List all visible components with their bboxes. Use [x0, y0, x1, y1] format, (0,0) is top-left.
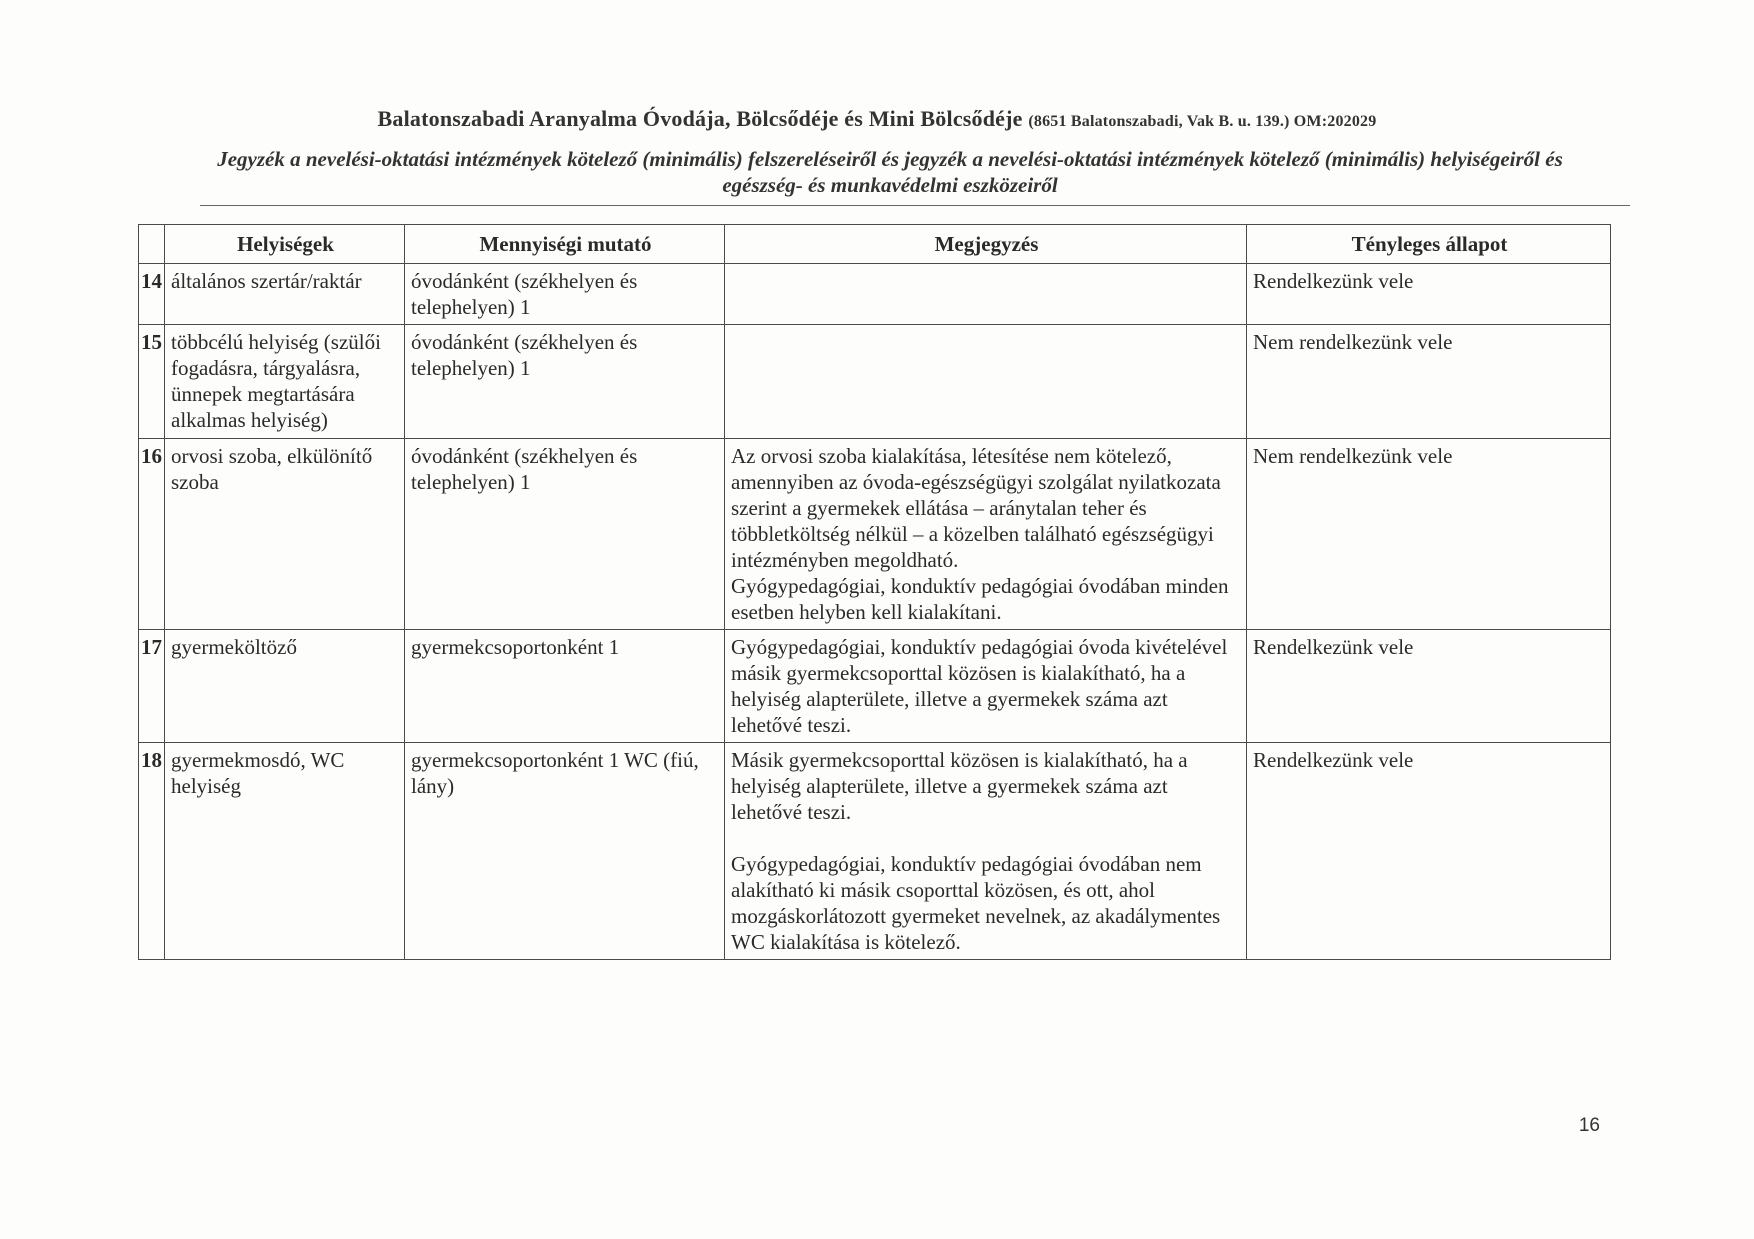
table-row: [139, 325, 1611, 439]
remarks-cell: [725, 325, 1247, 439]
status-cell: Rendelkezünk vele: [1247, 264, 1611, 325]
status-cell: Nem rendelkezünk vele: [1247, 325, 1611, 439]
remarks-cell: [725, 630, 1247, 743]
row-number: 18: [139, 743, 165, 960]
room-cell: általános szertár/raktár: [165, 264, 405, 325]
column-header-rooms: Helyiségek: [165, 225, 405, 264]
column-header-status: Tényleges állapot: [1247, 225, 1611, 264]
row-number: 15: [139, 325, 165, 439]
remark-paragraph: Az orvosi szoba kialakítása, létesítése nem kötelező, amennyiben az óvoda-egészségügyi szolgálat nyilatkozata szerint a gyermekek ellátása – aránytalan teher és többletköltség nélkül – a közelben található egészségügyi intézményben megoldható.: [731, 444, 1221, 572]
table-row: [139, 264, 1611, 325]
status-cell: Rendelkezünk vele: [1247, 630, 1611, 743]
room-cell: gyermekmosdó, WC helyiség: [165, 743, 405, 960]
row-number: 17: [139, 630, 165, 743]
remarks-cell: [725, 264, 1247, 325]
page-number: 16: [1578, 1115, 1600, 1136]
institution-header: [0, 106, 1754, 132]
remark-spacer: [731, 825, 1242, 851]
room-cell: többcélú helyiség (szülői fogadásra, tárgyalásra, ünnepek megtartására alkalmas helyiség): [165, 325, 405, 439]
header-divider: [200, 205, 1630, 206]
quantity-cell: óvodánként (székhelyen és telephelyen) 1: [405, 325, 725, 439]
quantity-cell: óvodánként (székhelyen és telephelyen) 1: [405, 264, 725, 325]
row-number: 16: [139, 439, 165, 630]
room-cell: gyermeköltöző: [165, 630, 405, 743]
status-cell: Rendelkezünk vele: [1247, 743, 1611, 960]
institution-address: (8651 Balatonszabadi, Vak B. u. 139.) OM:202029: [1028, 113, 1377, 130]
column-header-number: [139, 225, 165, 264]
quantity-cell: óvodánként (székhelyen és telephelyen) 1: [405, 439, 725, 630]
row-number: 14: [139, 264, 165, 325]
remarks-cell: [725, 439, 1247, 630]
quantity-cell: gyermekcsoportonként 1: [405, 630, 725, 743]
inventory-table: [138, 224, 1611, 960]
remarks-cell: [725, 743, 1247, 960]
column-header-remarks: Megjegyzés: [725, 225, 1247, 264]
remark-paragraph: Gyógypedagógiai, konduktív pedagógiai óvodában minden esetben helyben kell kialakítani.: [731, 574, 1229, 624]
room-cell: orvosi szoba, elkülönítő szoba: [165, 439, 405, 630]
remark-paragraph: Másik gyermekcsoporttal közösen is kialakítható, ha a helyiség alapterülete, illetve a gyermekek száma azt lehetővé teszi.: [731, 748, 1188, 824]
column-header-quantity: Mennyiségi mutató: [405, 225, 725, 264]
table-row: [139, 743, 1611, 960]
institution-name: Balatonszabadi Aranyalma Óvodája, Bölcsődéje és Mini Bölcsődéje: [377, 106, 1023, 131]
remark-paragraph: Gyógypedagógiai, konduktív pedagógiai óvodában nem alakítható ki másik csoporttal közösen, és ott, ahol mozgáskorlátozott gyermeket nevelnek, az akadálymentes WC kialakítása is kötelező.: [731, 852, 1221, 954]
quantity-cell: gyermekcsoportonként 1 WC (fiú, lány): [405, 743, 725, 960]
remark-paragraph: Gyógypedagógiai, konduktív pedagógiai óvoda kivételével másik gyermekcsoporttal közösen is kialakítható, ha a helyiség alapterülete, illetve a gyermekek száma azt lehetővé teszi.: [731, 635, 1228, 737]
table-row: [139, 439, 1611, 630]
status-cell: Nem rendelkezünk vele: [1247, 439, 1611, 630]
table-row: [139, 630, 1611, 743]
document-subtitle: Jegyzék a nevelési-oktatási intézmények kötelező (minimális) felszereléseiről és jegyzék a nevelési-oktatási intézmények kötelező (minimális) helyiségeiről és egészség- és munkavédelmi eszközeiről: [217, 147, 1563, 197]
table-header-row: [139, 225, 1611, 264]
